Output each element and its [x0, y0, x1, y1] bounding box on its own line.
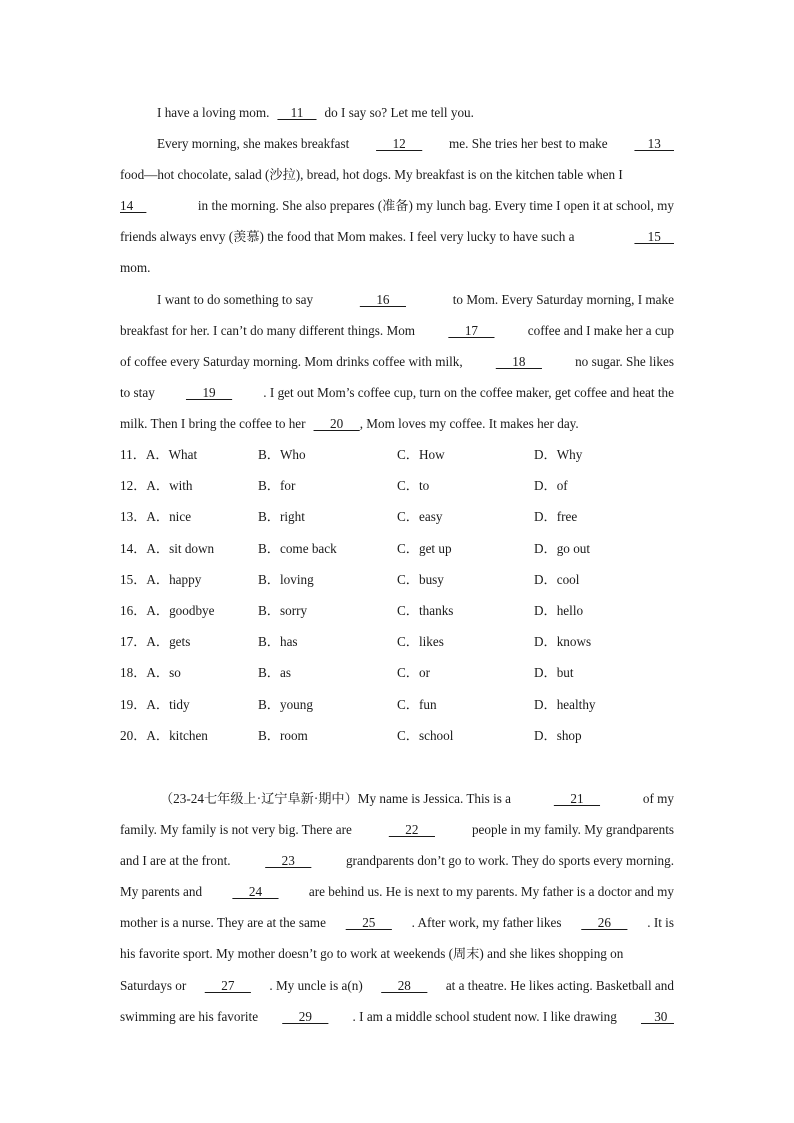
option-d[interactable]: D．hello	[534, 602, 584, 618]
option-a[interactable]: 14．A．sit down	[120, 540, 215, 556]
option-b[interactable]: B．young	[258, 696, 313, 712]
question-row-15	[120, 564, 680, 595]
passage-line: mother is a nurse. They are at the same 25 . After work, my father likes 26 . It is	[120, 907, 674, 938]
option-b[interactable]: B．come back	[258, 540, 337, 556]
blank-17[interactable]: 17	[448, 322, 495, 338]
passage-line: his favorite sport. My mother doesn’t go to work at weekends (周末) and she likes shopping on	[120, 946, 624, 962]
option-b[interactable]: B．has	[258, 634, 298, 650]
blank-13[interactable]: 13	[634, 136, 674, 152]
passage-line: milk. Then I bring the coffee to her 20 , Mom loves my coffee. It makes her day.	[120, 408, 674, 439]
blank-11[interactable]: 11	[277, 105, 317, 120]
option-a[interactable]: 16．A．goodbye	[120, 602, 215, 618]
option-d[interactable]: D．but	[534, 665, 574, 681]
option-b[interactable]: B．sorry	[258, 602, 308, 618]
option-c[interactable]: C．likes	[397, 634, 444, 650]
passage-1	[120, 97, 674, 439]
option-d[interactable]: D．go out	[534, 540, 591, 556]
passage-line: mom.	[120, 260, 151, 276]
option-b[interactable]: B．as	[258, 665, 291, 681]
blank-16[interactable]: 16	[359, 291, 406, 307]
option-a[interactable]: 13．A．nice	[120, 509, 192, 525]
option-b[interactable]: B．loving	[258, 571, 314, 587]
question-row-12	[120, 470, 680, 501]
passage-line: and I are at the front. 23 grandparents don’t go to work. They do sports every morning.	[120, 845, 674, 876]
option-d[interactable]: D．Why	[534, 447, 583, 462]
passage-line: swimming are his favorite 29 . I am a middle school student now. I like drawing 30	[120, 1001, 674, 1032]
option-b[interactable]: B．Who	[258, 447, 306, 462]
option-c[interactable]: C．fun	[397, 696, 437, 712]
option-d[interactable]: D．free	[534, 509, 578, 525]
option-a[interactable]: 12．A．with	[120, 478, 193, 494]
option-a[interactable]: 18．A．so	[120, 665, 181, 681]
blank-25[interactable]: 25	[345, 915, 392, 931]
question-row-13	[120, 501, 680, 532]
question-row-14	[120, 533, 680, 564]
option-c[interactable]: C．thanks	[397, 602, 454, 618]
blank-27[interactable]: 27	[204, 977, 251, 993]
passage-line: Every morning, she makes breakfast 12 me. She tries her best to make 13	[120, 128, 674, 159]
option-b[interactable]: B．for	[258, 478, 296, 494]
blank-20[interactable]: 20	[313, 415, 360, 431]
option-a[interactable]: 17．A．gets	[120, 634, 191, 650]
passage-line: breakfast for her. I can’t do many different things. Mom 17 coffee and I make her a cup	[120, 315, 674, 346]
blank-29[interactable]: 29	[282, 1008, 329, 1024]
blank-18[interactable]: 18	[495, 353, 542, 369]
option-a[interactable]: 20．A．kitchen	[120, 727, 208, 743]
blank-23[interactable]: 23	[265, 853, 312, 869]
answer-options	[120, 439, 680, 751]
passage-line: food—hot chocolate, salad (沙拉), bread, hot dogs. My breakfast is on the kitchen table when I	[120, 167, 623, 183]
question-row-19	[120, 689, 680, 720]
option-b[interactable]: B．right	[258, 509, 305, 525]
blank-24[interactable]: 24	[232, 884, 279, 900]
question-row-16	[120, 595, 680, 626]
option-d[interactable]: D．knows	[534, 634, 592, 650]
option-d[interactable]: D．of	[534, 478, 568, 494]
blank-15[interactable]: 15	[634, 229, 674, 245]
option-c[interactable]: C．to	[397, 478, 430, 494]
blank-14[interactable]: 14	[120, 198, 147, 214]
passage-line: Saturdays or 27 . My uncle is a(n) 28 at a theatre. He likes acting. Basketball and	[120, 970, 674, 1001]
passage-line: （23-24七年级上·辽宁阜新·期中）My name is Jessica. This is a 21 of my	[120, 783, 674, 814]
blank-26[interactable]: 26	[581, 915, 628, 931]
blank-19[interactable]: 19	[185, 384, 233, 400]
passage-line: My parents and 24 are behind us. He is next to my parents. My father is a doctor and my	[120, 876, 674, 907]
option-a[interactable]: 19．A．tidy	[120, 696, 190, 712]
blank-21[interactable]: 21	[553, 791, 601, 806]
option-d[interactable]: D．shop	[534, 727, 582, 743]
passage-line: of coffee every Saturday morning. Mom drinks coffee with milk, 18 no sugar. She likes	[120, 346, 674, 377]
option-c[interactable]: C．busy	[397, 571, 444, 587]
blank-30[interactable]: 30	[641, 1008, 674, 1024]
option-c[interactable]: C．or	[397, 665, 430, 681]
option-a[interactable]: 11．A．What	[120, 447, 198, 462]
option-b[interactable]: B．room	[258, 727, 308, 743]
option-c[interactable]: C．How	[397, 447, 445, 462]
question-row-11	[120, 439, 680, 470]
passage-2	[120, 783, 674, 1032]
passage-line: I want to do something to say 16 to Mom. Every Saturday morning, I make	[120, 284, 674, 315]
option-a[interactable]: 15．A．happy	[120, 571, 202, 587]
blank-22[interactable]: 22	[388, 822, 435, 838]
question-row-20	[120, 720, 680, 751]
blank-28[interactable]: 28	[381, 977, 428, 993]
option-d[interactable]: D．cool	[534, 571, 580, 587]
option-d[interactable]: D．healthy	[534, 696, 596, 712]
passage-line: I have a loving mom. 11 do I say so? Let me tell you.	[120, 97, 674, 128]
passage-line: 14 in the morning. She also prepares (准备) my lunch bag. Every time I open it at school, my	[120, 190, 674, 221]
blank-12[interactable]: 12	[376, 136, 423, 152]
passage-line: friends always envy (羡慕) the food that Mom makes. I feel very lucky to have such a 15	[120, 221, 674, 252]
option-c[interactable]: C．easy	[397, 509, 443, 525]
passage-line: family. My family is not very big. There are 22 people in my family. My grandparents	[120, 814, 674, 845]
option-c[interactable]: C．get up	[397, 540, 452, 556]
question-row-18	[120, 657, 680, 688]
option-c[interactable]: C．school	[397, 727, 454, 743]
passage-line: to stay 19 . I get out Mom’s coffee cup, turn on the coffee maker, get coffee and heat the	[120, 377, 674, 408]
question-row-17	[120, 626, 680, 657]
